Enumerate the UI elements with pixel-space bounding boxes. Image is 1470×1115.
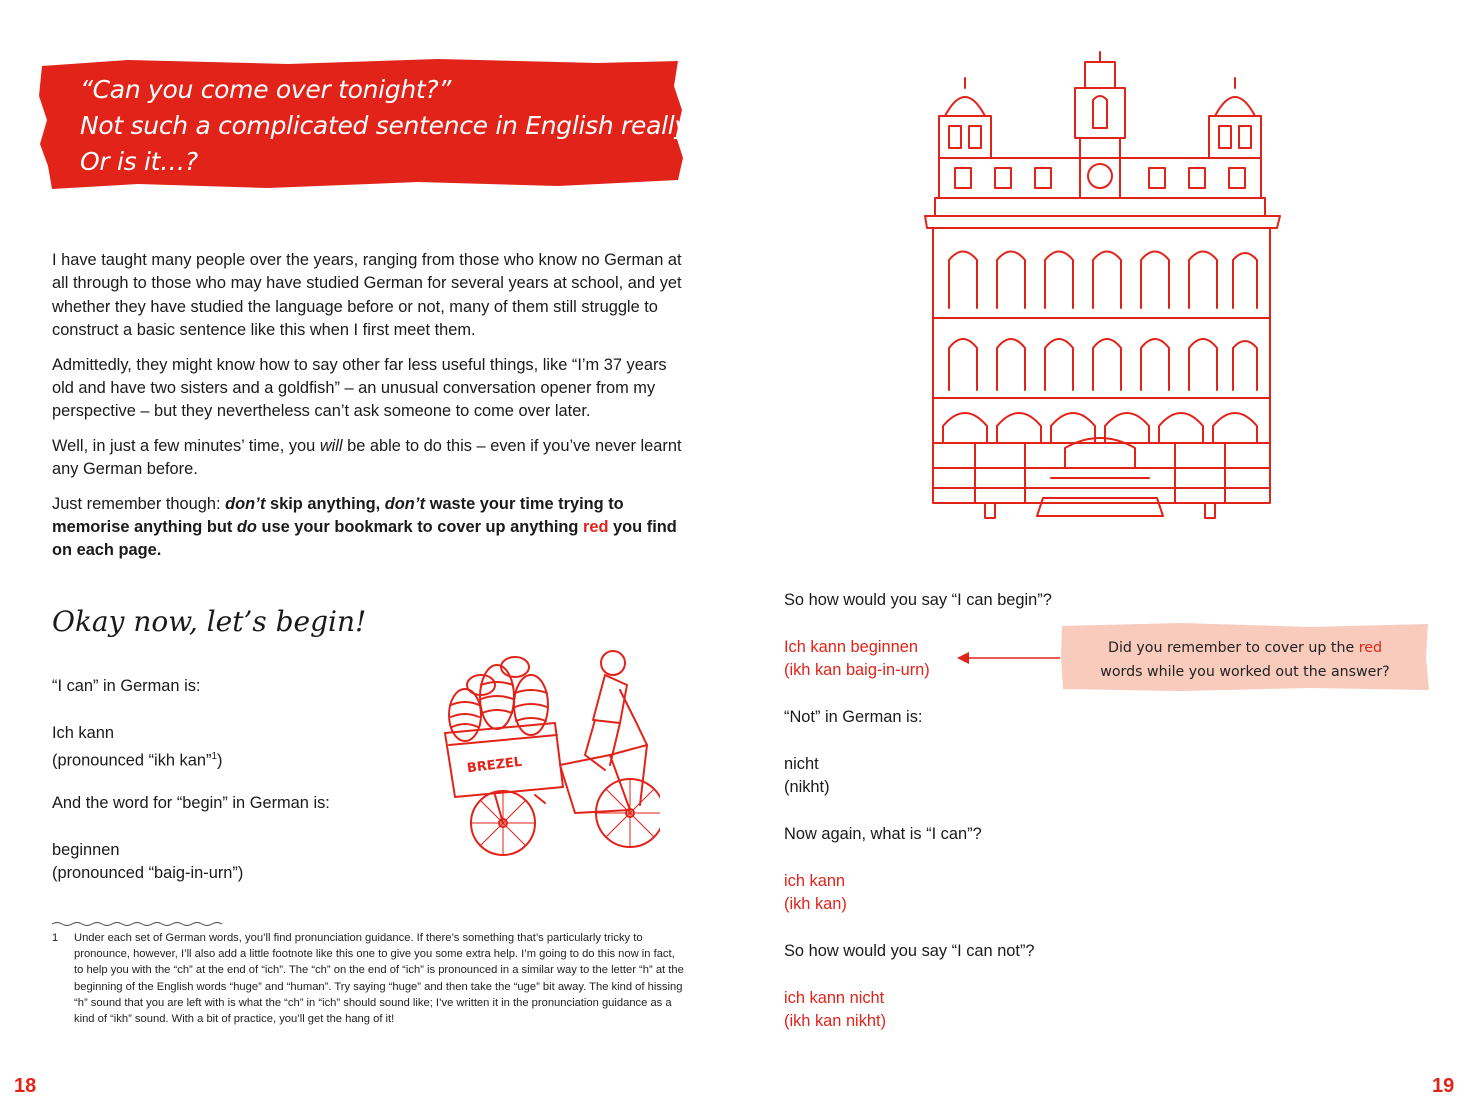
- reminder-callout: [1060, 622, 1430, 692]
- callout-text: [1060, 636, 1430, 684]
- banner-line: “Can you come over tonight?”: [80, 75, 452, 104]
- text-run: (pronounced “ikh kan”: [52, 751, 212, 770]
- lesson-question: Now again, what is “I can”?: [784, 825, 982, 843]
- intro-paragraph: [52, 435, 692, 482]
- page-number-left: 18: [14, 1075, 37, 1097]
- bike-sign: BREZEL: [466, 754, 523, 777]
- answer-german: ich kann: [784, 872, 846, 890]
- answer-pronunciation: (ikh kan nikht): [784, 1012, 887, 1030]
- intro-paragraph: Admittedly, they might know how to say other far less useful things, like “I’m 37 years old and have two sisters and a goldfish” – an unusual conversation opener from my perspective – but they nevertheless can’t ask someone to come over later.: [52, 355, 667, 421]
- text-run: you find on each page.: [52, 518, 677, 560]
- pronunciation: [52, 745, 222, 773]
- text-run: skip anything,: [265, 494, 385, 513]
- lesson-question: And the word for “begin” in German is:: [52, 794, 330, 812]
- banner-line: Not such a complicated sentence in English really, is it?: [80, 111, 759, 140]
- arrow-left-icon: [955, 648, 1065, 668]
- lesson-question: So how would you say “I can begin”?: [784, 591, 1052, 609]
- answer-german: Ich kann beginnen: [784, 638, 918, 656]
- footnote-text: Under each set of German words, you’ll find pronunciation guidance. If there’s something that’s particularly tricky to pronounce, however, I’ll also add a little footnote like this one to give you some extra help. I’m going to do this now in fact, to help you with the “ch” at the end of “ich”. The “ch” on the end of “ich” is pronounced in a similar way to the letter “h” at the beginning of the English words “huge” and “human”. Try saying “huge” and then take the “uge” bit away. The kind of hissing “h” sound that you are left with is what the “ch” in “ich” should sound like; I’ve written it in the pronunciation guidance as a kind of “ikh” sound. With a bit of practice, you’ll get the hang of it!: [74, 932, 684, 1026]
- german-word: beginnen: [52, 841, 120, 859]
- pronunciation: (nikht): [784, 778, 830, 796]
- text-run: use your bookmark to cover up anything: [256, 518, 583, 537]
- callout-line: [1060, 636, 1430, 660]
- text-run: ): [217, 751, 223, 770]
- text-run: waste your time trying to memorise anything but: [52, 494, 624, 537]
- emphasis: don’t: [384, 494, 426, 513]
- text-run: be able to do this – even if you’ve never learnt any German before.: [52, 436, 682, 479]
- text-run: Did you remember to cover up the: [1108, 640, 1359, 656]
- footnote-ref[interactable]: 1: [211, 751, 218, 762]
- german-word: Ich kann: [52, 724, 114, 742]
- footnote-number: 1: [52, 932, 59, 944]
- lesson-question: “Not” in German is:: [784, 708, 923, 726]
- emphasis: do: [236, 518, 257, 537]
- answer-german: ich kann nicht: [784, 989, 885, 1007]
- quote-banner: [38, 58, 759, 190]
- red-word: red: [582, 518, 609, 537]
- answer-pronunciation: (ikh kan): [784, 895, 847, 913]
- intro-text: [52, 249, 692, 574]
- pronunciation: (pronounced “baig-in-urn”): [52, 864, 244, 882]
- emphasis: don’t: [225, 494, 266, 513]
- emphasis: will: [319, 436, 343, 455]
- text-run: Well, in just a few minutes’ time, you: [52, 436, 320, 455]
- banner-line: Or is it…?: [80, 147, 198, 176]
- lesson-question: “I can” in German is:: [52, 677, 201, 695]
- intro-paragraph: I have taught many people over the years, ranging from those who know no German at all through to those who may have studied German for several years at school, and yet whether they have studied the language before or not, many of them still struggle to construct a basic sentence like this when I first meet them.: [52, 251, 682, 340]
- page-number-right: 19: [1432, 1075, 1455, 1097]
- red-word: red: [1358, 640, 1382, 656]
- callout-line: words while you worked out the answer?: [1100, 664, 1390, 680]
- pretzel-bicycle-illustration: [435, 645, 660, 860]
- lesson-question: So how would you say “I can not”?: [784, 942, 1035, 960]
- footnote-divider: [52, 921, 227, 927]
- german-word: nicht: [784, 755, 819, 773]
- answer-pronunciation: (ikh kan baig-in-urn): [784, 661, 930, 679]
- banner-quote-text: [80, 72, 758, 180]
- footnote: [52, 930, 687, 1027]
- intro-instruction: [52, 493, 692, 563]
- section-heading: Okay now, let’s begin!: [52, 605, 367, 638]
- text-run: Just remember though:: [52, 494, 226, 513]
- town-hall-illustration: [915, 48, 1285, 538]
